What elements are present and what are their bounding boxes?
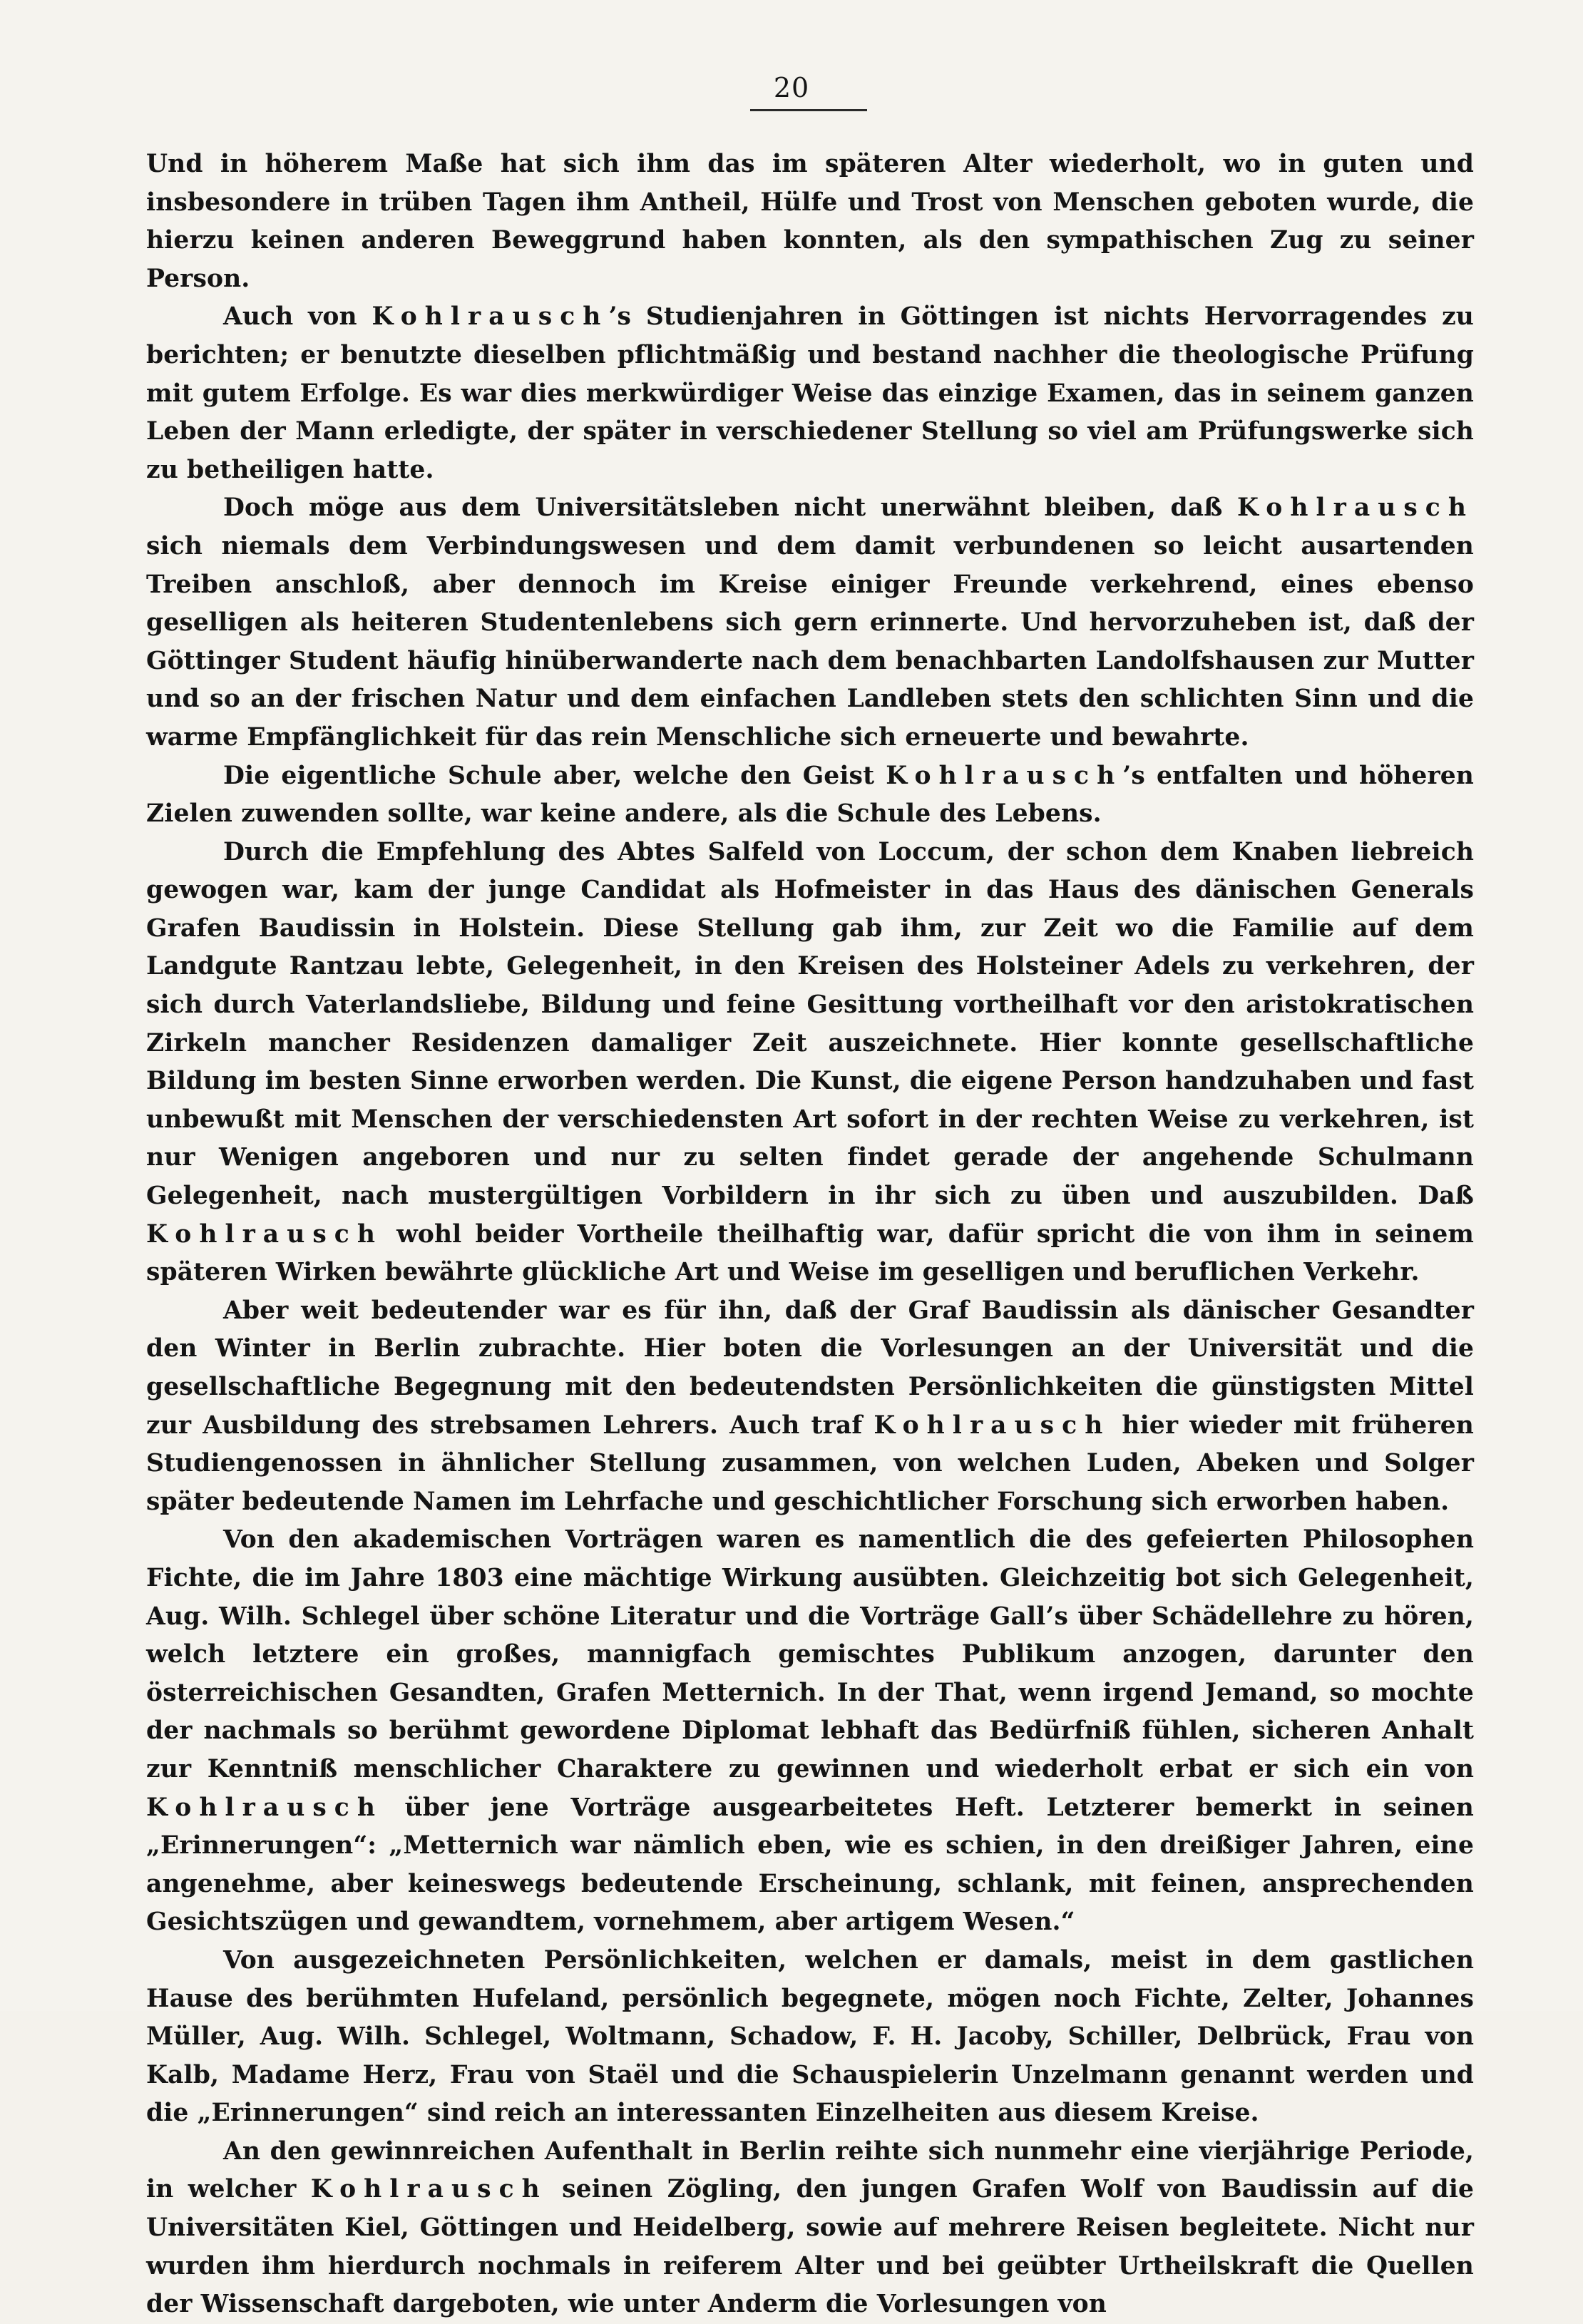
page-number: 20: [773, 72, 810, 103]
header-rule: [750, 109, 867, 111]
paragraph-text: Doch möge aus dem Universitätsleben nicht unerwähnt bleiben, daß: [223, 493, 1223, 523]
paragraph-1: [146, 145, 1474, 298]
spaced-name: Kohlrausch: [310, 2175, 548, 2204]
paragraph-text: Und in höherem Maße hat sich ihm das im späteren Alter wiederholt, wo in guten und insbesondere in trüben Tagen ihm Antheil, Hülfe und Trost von Menschen geboten wurde, die hierzu keinen anderen Beweggrund haben konnten, als den sympathischen Zug zu seiner Person.: [146, 150, 1474, 293]
paragraph-text: Von ausgezeichneten Persönlichkeiten, welchen er damals, meist in dem gastlichen Hause des berühmten Hufeland, persönlich begegnete, mögen noch Fichte, Zelter, Johannes Müller, Aug. Wilh. Schlegel, Woltmann, Schadow, F. H. Jacoby, Schiller, Delbrück, Frau von Kalb, Madame Herz, Frau von Staël und die Schauspielerin Unzelmann genannt werden und die „Erinnerungen“ sind reich an interessanten Einzelheiten aus diesem Kreise.: [146, 1945, 1474, 2128]
paragraph-text: Von den akademischen Vorträgen waren es namentlich die des gefeierten Philosophen Fichte, die im Jahre 1803 eine mächtige Wirkung ausübten. Gleichzeitig bot sich Gelegenheit, Aug. Wilh. Schlegel über schöne Literatur und die Vorträge Gall’s über Schädellehre zu hören, welch letztere ein großes, mannigfach gemischtes Publikum anzogen, darunter den österreichischen Gesandten, Grafen Metternich. In der That, wenn irgend Jemand, so mochte der nachmals so berühmt gewordene Diplomat lebhaft das Bedürfniß fühlen, sicheren Anhalt zur Kenntniß menschlicher Charaktere zu gewinnen und wiederholt erbat er sich ein von: [146, 1525, 1474, 1783]
paragraph-text: ’s entfalten und höheren Zielen zuwenden sollte, war keine andere, als die Schule des Lebens.: [146, 761, 1474, 829]
spaced-name: Kohlrausch: [146, 1219, 383, 1249]
paragraph-text: hier wieder mit früheren Studiengenossen in ähnlicher Stellung zusammen, von welchen Luden, Abeken und Solger später bedeutende Namen im Lehrfache und geschichtlicher Forschung sich erworben haben.: [146, 1411, 1474, 1516]
paragraph-text: über jene Vorträge ausgearbeitetes Heft. Letzterer bemerkt in seinen „Erinnerungen“: „Metternich war nämlich eben, wie es schien, in den dreißiger Jahren, eine angenehme, aber keineswegs bedeutende Erscheinung, schlank, mit feinen, ansprechenden Gesichtszügen und gewandtem, vornehmem, aber artigem Wesen.“: [146, 1793, 1474, 1937]
paragraph-text: seinen Zögling, den jungen Grafen Wolf von Baudissin auf die Universitäten Kiel, Göttingen und Heidelberg, sowie auf mehrere Reisen begleitete. Nicht nur wurden ihm hierdurch nochmals in reiferem Alter und bei geübter Urtheilskraft die Quellen der Wissenschaft dargeboten, wie unter Anderm die Vorlesungen von: [146, 2175, 1475, 2319]
paragraph-text: wohl beider Vortheile theilhaftig war, dafür spricht die von ihm in seinem späteren Wirken bewährte glückliche Art und Weise im geselligen und beruflichen Verkehr.: [146, 1219, 1474, 1287]
paragraph-3: [146, 489, 1474, 757]
paragraph-7: [146, 1521, 1474, 1942]
paragraph-text: An den gewinnreichen Aufenthalt in Berlin reihte sich nunmehr eine vierjährige Periode, in welcher: [146, 2136, 1474, 2204]
body-text: [146, 145, 1474, 2324]
paragraph-2: [146, 298, 1474, 489]
paragraph-text: Durch die Empfehlung des Abtes Salfeld von Loccum, der schon dem Knaben liebreich gewogen war, kam der junge Candidat als Hofmeister in das Haus des dänischen Generals Grafen Baudissin in Holstein. Diese Stellung gab ihm, zur Zeit wo die Familie auf dem Landgute Rantzau lebte, Gelegenheit, in den Kreisen des Holsteiner Adels zu verkehren, der sich durch Vaterlandsliebe, Bildung und feine Gesittung vortheilhaft vor den aristokratischen Zirkeln mancher Residenzen damaliger Zeit auszeichnete. Hier konnte gesellschaftliche Bildung im besten Sinne erworben werden. Die Kunst, die eigene Person handzuhaben und fast unbewußt mit Menschen der verschiedensten Art sofort in der rechten Weise zu verkehren, ist nur Wenigen angeboren und nur zu selten findet gerade der angehende Schulmann Gelegenheit, nach mustergültigen Vorbildern in ihr sich zu üben und auszubilden. Daß: [146, 837, 1474, 1211]
paragraph-4: [146, 757, 1474, 834]
paragraph-text: sich niemals dem Verbindungswesen und dem damit verbundenen so leicht ausartenden Treiben anschloß, aber dennoch im Kreise einiger Freunde verkehrend, eines ebenso geselligen als heiteren Studentenlebens sich gern erinnerte. Und hervorzuheben ist, daß der Göttinger Student häufig hinüberwanderte nach dem benachbarten Landolfshausen zur Mutter und so an der frischen Natur und dem einfachen Landleben stets den schlichten Sinn und die warme Empfänglichkeit für das rein Menschliche sich erneuerte und bewahrte.: [146, 531, 1474, 752]
paragraph-text: Aber weit bedeutender war es für ihn, daß der Graf Baudissin als dänischer Gesandter den Winter in Berlin zubrachte. Hier boten die Vorlesungen an der Universität und die gesellschaftliche Begegnung mit den bedeutendsten Persönlichkeiten die günstigsten Mittel zur Ausbildung des strebsamen Lehrers. Auch traf: [146, 1296, 1474, 1440]
spaced-name: Kohlrausch: [146, 1793, 383, 1822]
paragraph-8: [146, 1942, 1474, 2133]
paragraph-5: [146, 834, 1474, 1292]
spaced-name: Kohlrausch: [1237, 493, 1474, 523]
spaced-name: Kohlrausch: [874, 1411, 1111, 1440]
paragraph-text: ’s Studienjahren in Göttingen ist nichts Hervorragendes zu berichten; er benutzte dieselben pflichtmäßig und bestand nachher die theologische Prüfung mit gutem Erfolge. Es war dies merkwürdiger Weise das einzige Examen, das in seinem ganzen Leben der Mann erledigte, der später in verschiedener Stellung so viel am Prüfungswerke sich zu betheiligen hatte.: [146, 302, 1474, 484]
paragraph-6: [146, 1292, 1474, 1522]
spaced-name: Kohlrausch: [372, 302, 609, 332]
spaced-name: Kohlrausch: [886, 761, 1123, 790]
paragraph-text: Auch von: [223, 302, 357, 332]
paragraph-text: Die eigentliche Schule aber, welche den Geist: [223, 761, 875, 790]
paragraph-9: [146, 2133, 1474, 2324]
